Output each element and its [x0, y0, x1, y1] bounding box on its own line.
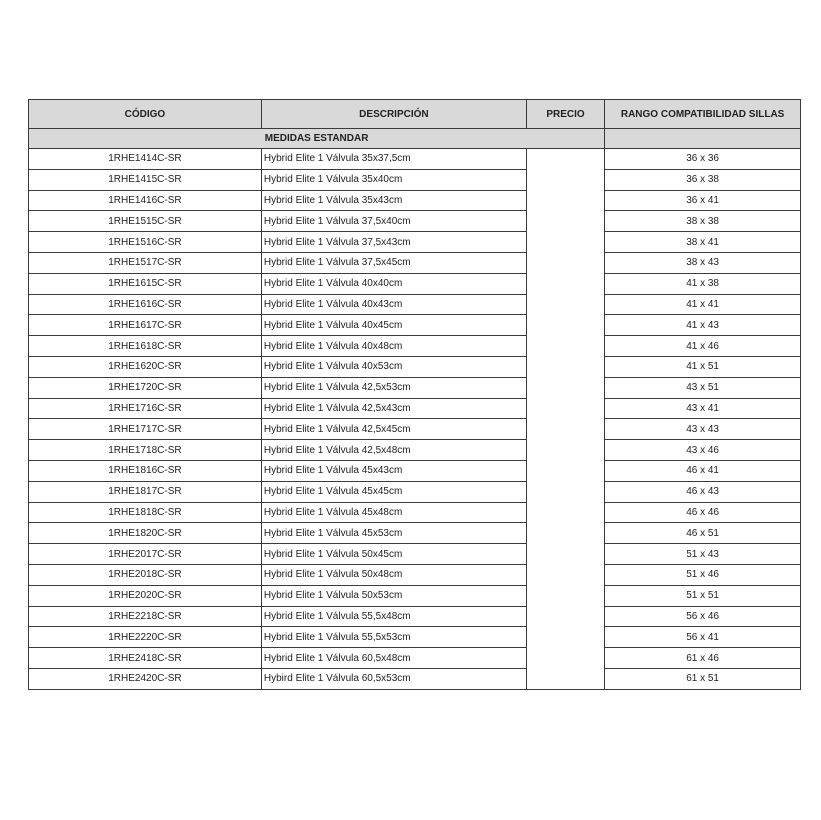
code-cell: 1RHE1620C-SR [29, 356, 262, 377]
description-cell: Hybrid Elite 1 Válvula 45x48cm [261, 502, 526, 523]
description-cell: Hybrid Elite 1 Válvula 37,5x45cm [261, 252, 526, 273]
code-cell: 1RHE2018C-SR [29, 564, 262, 585]
table-row [29, 481, 801, 502]
table-row [29, 419, 801, 440]
compatibility-range-cell: 46 x 41 [605, 460, 801, 481]
table-row [29, 627, 801, 648]
table-row [29, 440, 801, 461]
compatibility-range-cell: 41 x 51 [605, 356, 801, 377]
code-cell: 1RHE1618C-SR [29, 336, 262, 357]
compatibility-range-cell: 43 x 51 [605, 377, 801, 398]
code-cell: 1RHE1517C-SR [29, 252, 262, 273]
compatibility-range-cell: 41 x 43 [605, 315, 801, 336]
code-cell: 1RHE2220C-SR [29, 627, 262, 648]
description-cell: Hybrid Elite 1 Válvula 45x43cm [261, 460, 526, 481]
table-row [29, 211, 801, 232]
code-cell: 1RHE1616C-SR [29, 294, 262, 315]
description-cell: Hybrid Elite 1 Válvula 42,5x48cm [261, 440, 526, 461]
code-cell: 1RHE1817C-SR [29, 481, 262, 502]
table-row [29, 668, 801, 689]
compatibility-range-cell: 61 x 46 [605, 648, 801, 669]
description-cell: Hybrid Elite 1 Válvula 55,5x53cm [261, 627, 526, 648]
description-cell: Hybrid Elite 1 Válvula 45x53cm [261, 523, 526, 544]
description-cell: Hybrid Elite 1 Válvula 42,5x53cm [261, 377, 526, 398]
table-row [29, 460, 801, 481]
table-row [29, 606, 801, 627]
code-cell: 1RHE2418C-SR [29, 648, 262, 669]
table-row [29, 252, 801, 273]
description-cell: Hybrid Elite 1 Válvula 35x37,5cm [261, 149, 526, 170]
code-cell: 1RHE1416C-SR [29, 190, 262, 211]
description-cell: Hybrid Elite 1 Válvula 40x53cm [261, 356, 526, 377]
code-cell: 1RHE2020C-SR [29, 585, 262, 606]
table-row [29, 232, 801, 253]
code-cell: 1RHE1617C-SR [29, 315, 262, 336]
code-cell: 1RHE1720C-SR [29, 377, 262, 398]
price-table [28, 99, 801, 690]
table-row [29, 149, 801, 170]
compatibility-range-cell: 61 x 51 [605, 668, 801, 689]
table-row [29, 564, 801, 585]
description-cell: Hybrid Elite 1 Válvula 60,5x48cm [261, 648, 526, 669]
description-cell: Hybrid Elite 1 Válvula 40x40cm [261, 273, 526, 294]
compatibility-range-cell: 51 x 43 [605, 544, 801, 565]
compatibility-range-cell: 38 x 43 [605, 252, 801, 273]
compatibility-range-cell: 41 x 46 [605, 336, 801, 357]
compatibility-range-cell: 46 x 51 [605, 523, 801, 544]
compatibility-range-cell: 51 x 46 [605, 564, 801, 585]
table-row [29, 377, 801, 398]
description-cell: Hybrid Elite 1 Válvula 35x43cm [261, 190, 526, 211]
code-cell: 1RHE1516C-SR [29, 232, 262, 253]
code-cell: 1RHE2017C-SR [29, 544, 262, 565]
description-cell: Hybrid Elite 1 Válvula 40x48cm [261, 336, 526, 357]
description-cell: Hybrid Elite 1 Válvula 50x53cm [261, 585, 526, 606]
code-cell: 1RHE1415C-SR [29, 169, 262, 190]
table-row [29, 315, 801, 336]
description-cell: Hybrid Elite 1 Válvula 42,5x45cm [261, 419, 526, 440]
description-cell: Hybrid Elite 1 Válvula 45x45cm [261, 481, 526, 502]
description-cell: Hybrid Elite 1 Válvula 35x40cm [261, 169, 526, 190]
compatibility-range-cell: 36 x 41 [605, 190, 801, 211]
table-row [29, 356, 801, 377]
compatibility-range-cell: 51 x 51 [605, 585, 801, 606]
compatibility-range-cell: 38 x 38 [605, 211, 801, 232]
code-cell: 1RHE1414C-SR [29, 149, 262, 170]
compatibility-range-cell: 46 x 43 [605, 481, 801, 502]
table-row [29, 523, 801, 544]
code-cell: 1RHE1717C-SR [29, 419, 262, 440]
compatibility-range-cell: 36 x 36 [605, 149, 801, 170]
description-cell: Hybrid Elite 1 Válvula 42,5x43cm [261, 398, 526, 419]
description-cell: Hybrid Elite 1 Válvula 37,5x40cm [261, 211, 526, 232]
code-cell: 1RHE1716C-SR [29, 398, 262, 419]
table-row [29, 294, 801, 315]
description-cell: Hybrid Elite 1 Válvula 50x48cm [261, 564, 526, 585]
description-cell: Hybird Elite 1 Válvula 60,5x53cm [261, 668, 526, 689]
section-row [29, 129, 801, 149]
header-row [29, 100, 801, 129]
compatibility-range-cell: 38 x 41 [605, 232, 801, 253]
description-cell: Hybrid Elite 1 Válvula 40x45cm [261, 315, 526, 336]
code-cell: 1RHE2218C-SR [29, 606, 262, 627]
table-row [29, 502, 801, 523]
compatibility-range-cell: 41 x 38 [605, 273, 801, 294]
description-cell: Hybrid Elite 1 Válvula 37,5x43cm [261, 232, 526, 253]
table-row [29, 190, 801, 211]
table-row [29, 169, 801, 190]
description-cell: Hybrid Elite 1 Válvula 50x45cm [261, 544, 526, 565]
table-row [29, 398, 801, 419]
section-empty-cell [605, 129, 801, 149]
compatibility-range-cell: 41 x 41 [605, 294, 801, 315]
header-rango: RANGO COMPATIBILIDAD SILLAS [605, 100, 801, 129]
description-cell: Hybrid Elite 1 Válvula 55,5x48cm [261, 606, 526, 627]
table-row [29, 585, 801, 606]
code-cell: 1RHE1816C-SR [29, 460, 262, 481]
compatibility-range-cell: 43 x 46 [605, 440, 801, 461]
code-cell: 1RHE1820C-SR [29, 523, 262, 544]
code-cell: 1RHE1615C-SR [29, 273, 262, 294]
table-row [29, 273, 801, 294]
header-codigo: CÓDIGO [29, 100, 262, 129]
compatibility-range-cell: 56 x 41 [605, 627, 801, 648]
header-descripcion: DESCRIPCIÓN [261, 100, 526, 129]
table-row [29, 336, 801, 357]
code-cell: 1RHE1515C-SR [29, 211, 262, 232]
compatibility-range-cell: 43 x 43 [605, 419, 801, 440]
table-row [29, 648, 801, 669]
table-row [29, 544, 801, 565]
description-cell: Hybrid Elite 1 Válvula 40x43cm [261, 294, 526, 315]
compatibility-range-cell: 36 x 38 [605, 169, 801, 190]
code-cell: 1RHE1718C-SR [29, 440, 262, 461]
compatibility-range-cell: 43 x 41 [605, 398, 801, 419]
header-precio: PRECIO [526, 100, 604, 129]
section-label: MEDIDAS ESTANDAR [29, 129, 605, 149]
compatibility-range-cell: 56 x 46 [605, 606, 801, 627]
code-cell: 1RHE2420C-SR [29, 668, 262, 689]
code-cell: 1RHE1818C-SR [29, 502, 262, 523]
price-cell-merged [526, 149, 604, 690]
compatibility-range-cell: 46 x 46 [605, 502, 801, 523]
